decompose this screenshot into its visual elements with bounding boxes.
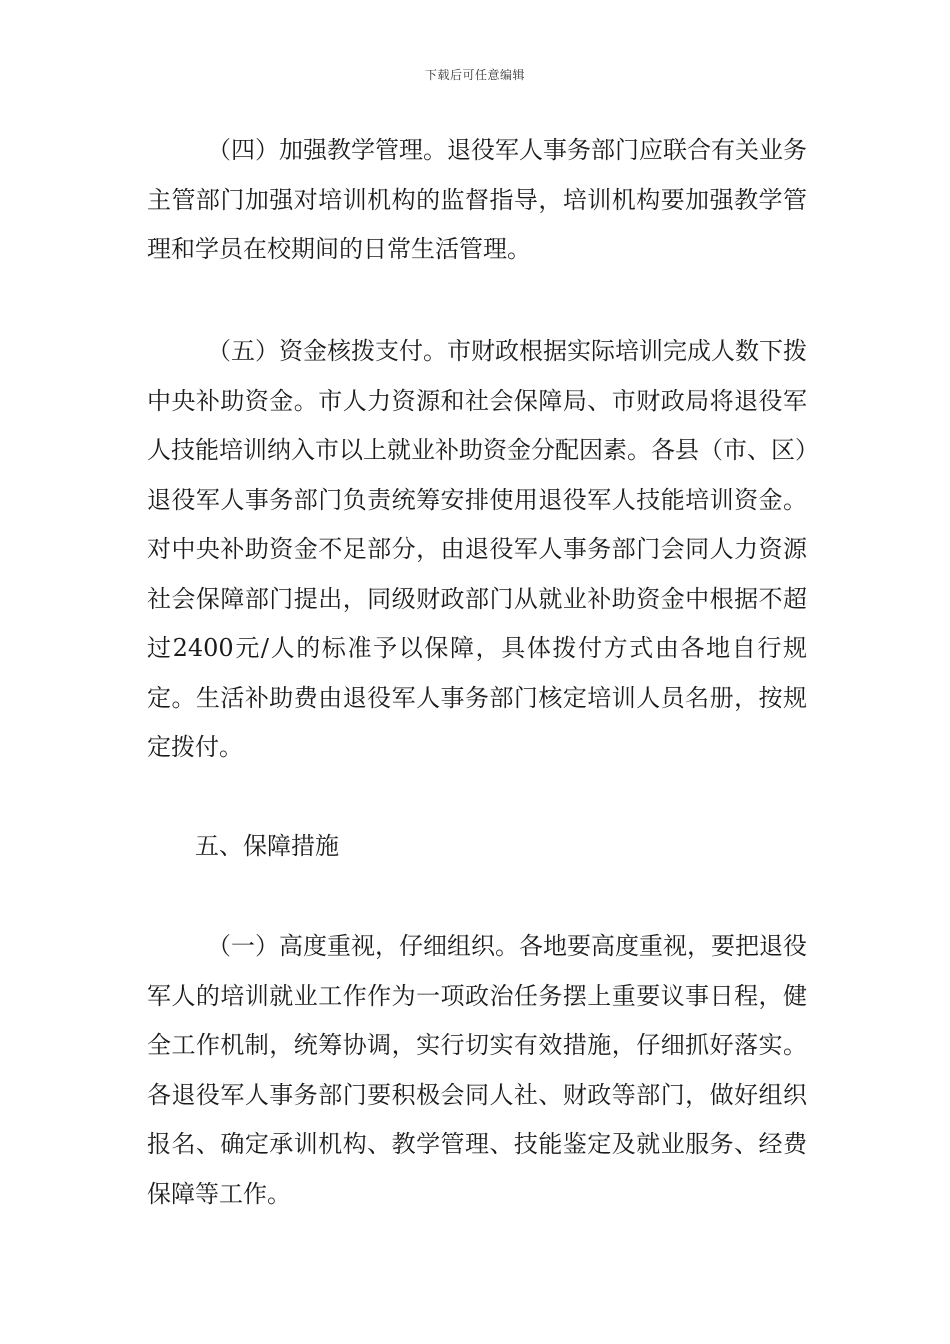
page-header: 下载后可任意编辑 (424, 68, 525, 82)
paragraph-teaching-management: （四）加强教学管理。退役军人事务部门应联合有关业务主管部门加强对培训机构的监督指导，培训机构要加强教学管理和学员在校期间的日常生活管理。 (147, 136, 807, 263)
paragraph-fund-allocation: （五）资金核拨支付。市财政根据实际培训完成人数下拨中央补助资金。市人力资源和社会保障局、市财政局将退役军人技能培训纳入市以上就业补助资金分配因素。各县（市、区）退役军人事务部门负责统筹安排使用退役军人技能培训资金。对中央补助资金不足部分，由退役军人事务部门会同人力资源社会保障部门提出，同级财政部门从就业补助资金中根据不超过2400元/人的标准予以保障，具体拨付方式由各地自行规定。生活补助费由退役军人事务部门核定培训人员名册，按规定拨付。 (147, 337, 807, 761)
section-heading: 五、保障措施 (195, 832, 339, 860)
paragraph-organization: （一）高度重视，仔细组织。各地要高度重视，要把退役军人的培训就业工作作为一项政治任务摆上重要议事日程，健全工作机制，统筹协调，实行切实有效措施，仔细抓好落实。各退役军人事务部门要积极会同人社、财政等部门，做好组织报名、确定承训机构、教学管理、技能鉴定及就业服务、经费保障等工作。 (147, 932, 807, 1208)
